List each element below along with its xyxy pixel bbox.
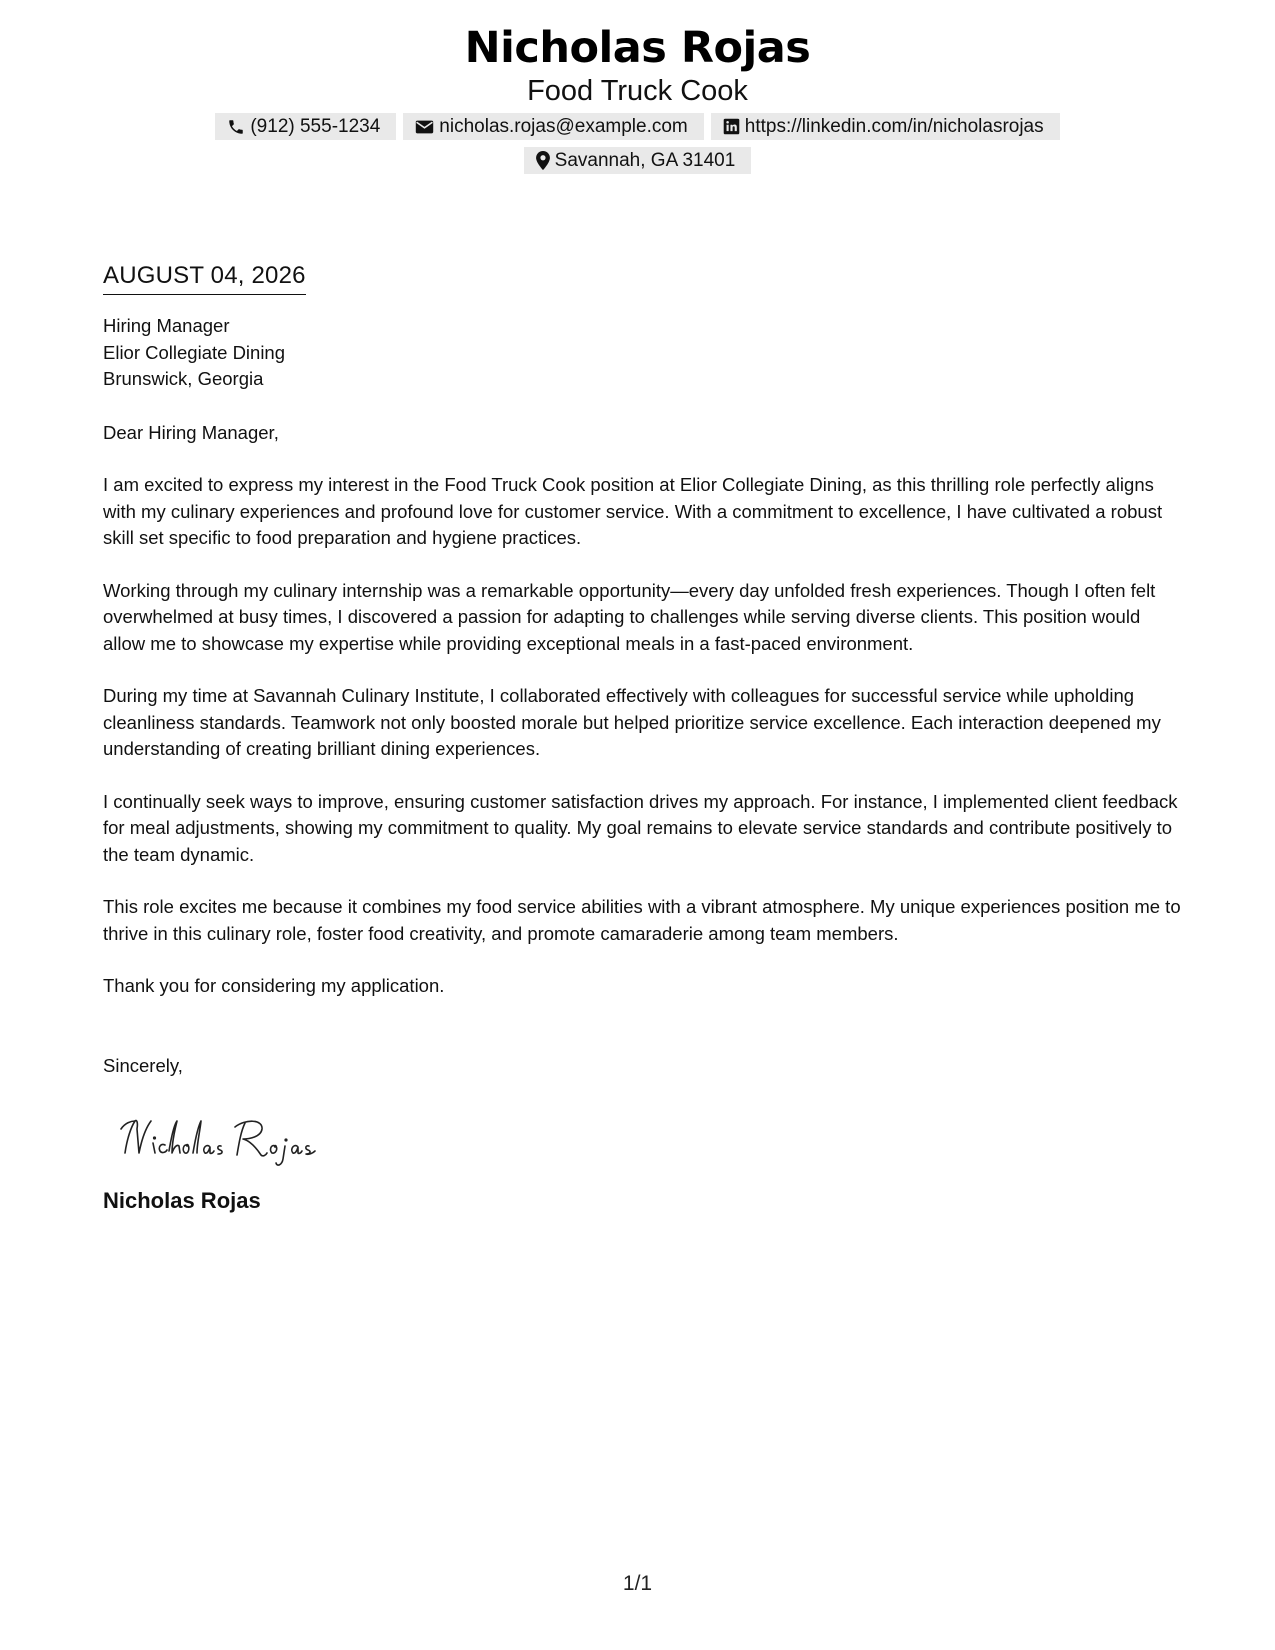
recipient-company: Elior Collegiate Dining (103, 341, 286, 363)
paragraph-2: Working through my culinary internship was a remarkable opportunity—every day unfolded fresh experiences. Though I often felt overwhelmed at busy times, I discovered a passion for adapting to challenges while serving diverse clients. This position would allow me to showcase my expertise while providing exceptional meals in a fast-paced environment. (103, 579, 1156, 654)
handwritten-signature (117, 1109, 1183, 1169)
letter-header (0, 22, 1275, 174)
page-indicator: 1/1 (622, 1572, 653, 1595)
envelope-icon (415, 119, 434, 135)
contact-row (0, 113, 1275, 140)
contact-linkedin[interactable] (711, 113, 1060, 140)
recipient-location: Brunswick, Georgia (103, 368, 264, 389)
linkedin-icon (723, 118, 740, 135)
recipient-block (103, 313, 1183, 393)
contact-row-2 (0, 147, 1275, 174)
applicant-name: Nicholas Rojas (464, 23, 811, 73)
contact-location (524, 147, 752, 174)
contact-location-text: Savannah, GA 31401 (554, 149, 736, 171)
letter-date: AUGUST 04, 2026 (103, 260, 306, 295)
paragraph-closing-thanks: Thank you for considering my application. (103, 975, 445, 996)
recipient-title: Hiring Manager (103, 315, 230, 336)
salutation: Dear Hiring Manager, (103, 421, 279, 443)
paragraph-4: I continually seek ways to improve, ensuring customer satisfaction drives my approach. For instance, I implemented client feedback for meal adjustments, showing my commitment to quality. My goal remains to elevate service standards and contribute positively to the team dynamic. (103, 790, 1178, 865)
applicant-job-title: Food Truck Cook (527, 75, 748, 107)
signer-name: Nicholas Rojas (103, 1188, 261, 1213)
paragraph-5: This role excites me because it combines my food service abilities with a vibrant atmosphere. My unique experiences position me to thrive in this culinary role, foster food creativity, and promote camaraderie among team members. (103, 896, 1181, 944)
contact-email-text: nicholas.rojas@example.com (439, 115, 688, 137)
contact-phone (215, 113, 396, 140)
paragraph-1: I am excited to express my interest in the Food Truck Cook position at Elior Collegiate Dining, as this thrilling role perfectly aligns with my culinary experiences and profound love for customer service. With a commitment to excellence, I have cultivated a robust skill set specific to food preparation and hygiene practices. (103, 474, 1163, 548)
contact-phone-text: (912) 555-1234 (250, 115, 381, 137)
letter-body (103, 260, 1183, 1215)
paragraph-3: During my time at Savannah Culinary Institute, I collaborated effectively with colleagues for successful service while upholding cleanliness standards. Teamwork not only boosted morale but helped prioritize service excellence. Each interaction deepened my understanding of creating brilliant dining experiences. (103, 685, 1161, 759)
closing: Sincerely, (103, 1054, 183, 1076)
map-pin-icon (536, 151, 550, 170)
contact-linkedin-text: https://linkedin.com/in/nicholasrojas (744, 115, 1044, 137)
contact-email[interactable] (403, 113, 703, 140)
phone-icon (227, 118, 245, 136)
